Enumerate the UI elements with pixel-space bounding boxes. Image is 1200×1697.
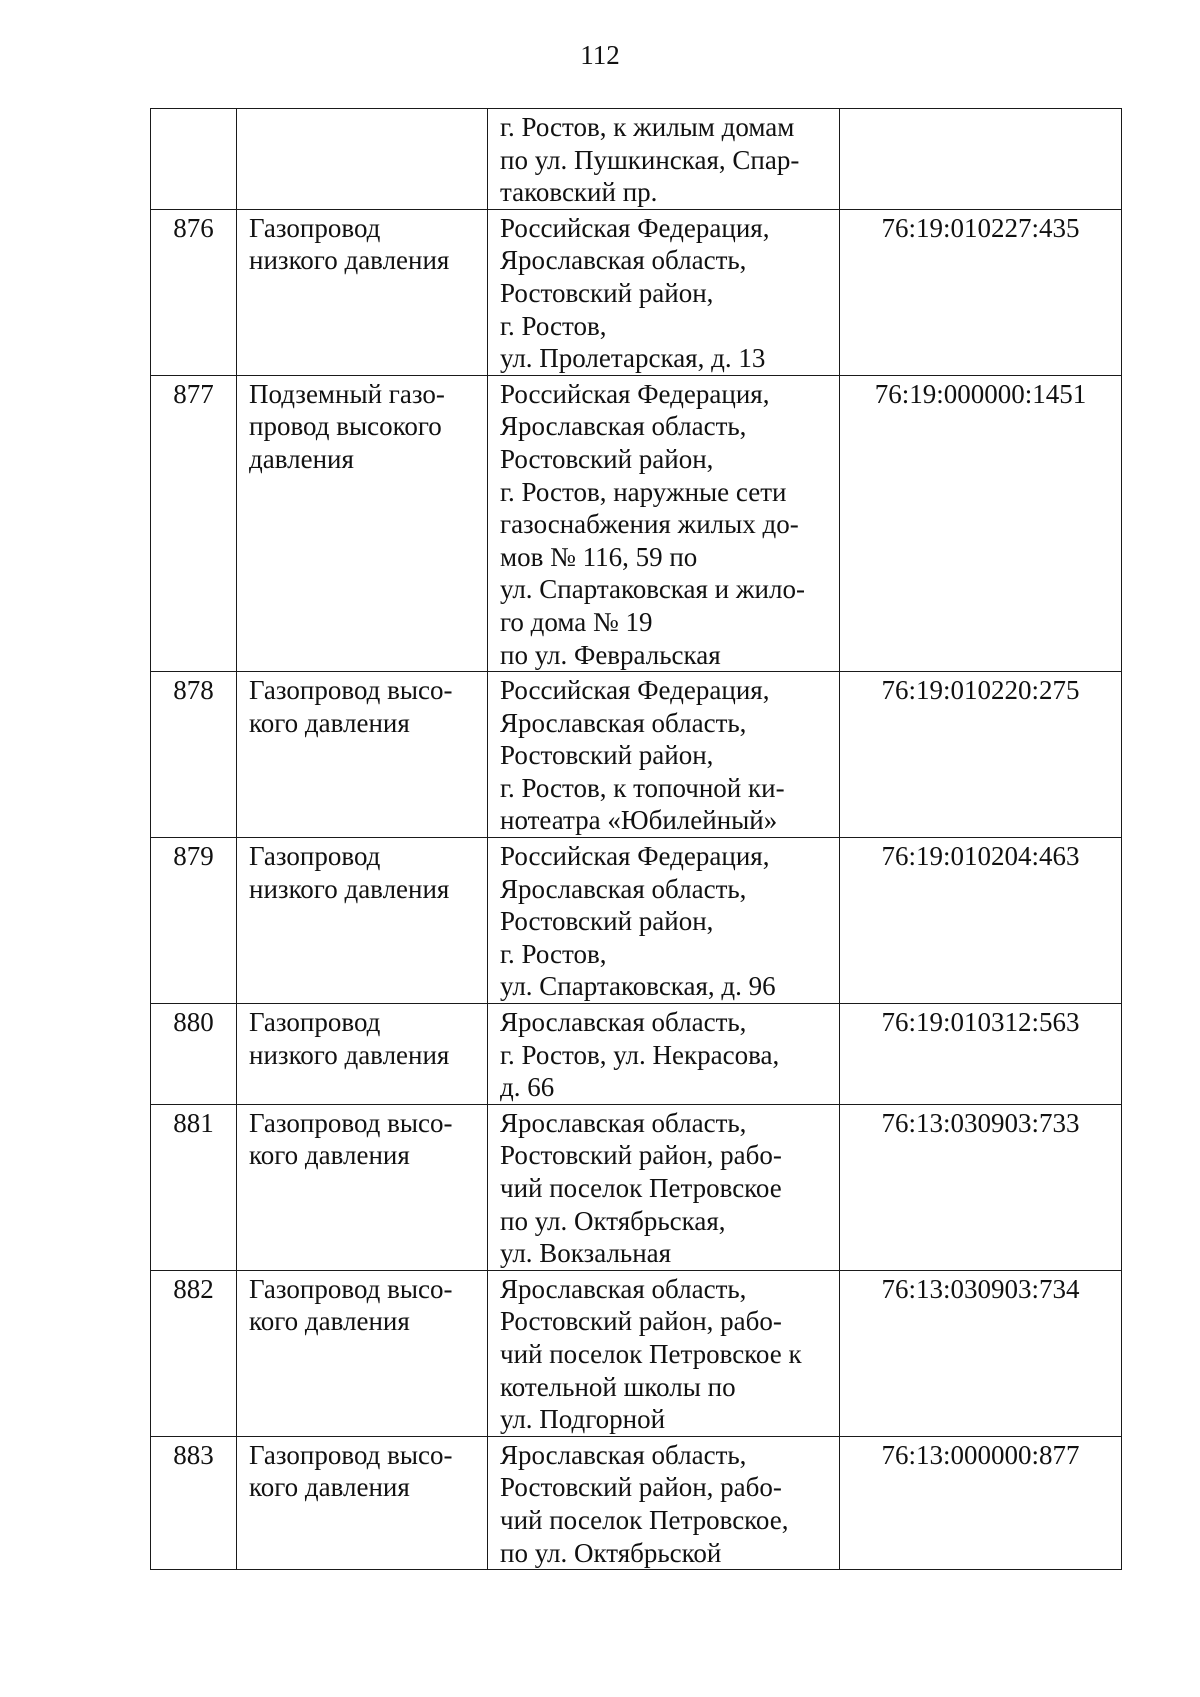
address-line: Ярославская область, (500, 1273, 747, 1304)
object-name-cell (237, 672, 488, 838)
object-name-line: Газопровод высо- (249, 675, 453, 706)
address-line: газоснабжения жилых до- (500, 509, 799, 540)
address-line: по ул. Октябрьской (500, 1537, 722, 1568)
row-number-cell: 883 (151, 1436, 237, 1569)
row-number-cell: 881 (151, 1104, 237, 1270)
address-line: г. Ростов, (500, 938, 607, 969)
registry-table (150, 108, 1122, 1570)
table-row (151, 375, 1122, 671)
address-line: Ярославская область, (500, 245, 747, 276)
address-line: ул. Спартаковская и жило- (500, 574, 805, 605)
object-name-line: Газопровод высо- (249, 1439, 453, 1470)
object-name-line: кого давления (249, 707, 410, 738)
address-line: ул. Подгорной (500, 1404, 666, 1435)
object-name-cell (237, 1004, 488, 1105)
table-row (151, 109, 1122, 210)
address-line: Российская Федерация, (500, 841, 770, 872)
address-line: нотеатра «Юбилейный» (500, 805, 778, 836)
address-cell (488, 209, 840, 375)
address-line: таковский пр. (500, 177, 658, 208)
address-line: по ул. Октябрьская, (500, 1205, 726, 1236)
cadastral-number-cell: 76:19:000000:1451 (840, 375, 1122, 671)
table-row (151, 209, 1122, 375)
registry-table-body (151, 109, 1122, 1570)
address-line: Российская Федерация, (500, 212, 770, 243)
object-name-line: Газопровод (249, 1007, 381, 1038)
table-row (151, 1270, 1122, 1436)
address-line: Ярославская область, (500, 1107, 747, 1138)
object-name-cell (237, 209, 488, 375)
address-line: Ростовский район, рабо- (500, 1472, 782, 1503)
object-name-line: Газопровод (249, 841, 381, 872)
address-line: г. Ростов, к топочной ки- (500, 772, 785, 803)
address-cell (488, 1104, 840, 1270)
object-name-line: низкого давления (249, 873, 450, 904)
cadastral-number-cell: 76:19:010312:563 (840, 1004, 1122, 1105)
object-name-line: низкого давления (249, 1039, 450, 1070)
object-name-cell (237, 1104, 488, 1270)
object-name-cell (237, 1270, 488, 1436)
table-row (151, 1004, 1122, 1105)
address-line: Ростовский район, (500, 277, 714, 308)
object-name-line: Газопровод высо- (249, 1107, 453, 1138)
address-line: г. Ростов, ул. Некрасова, (500, 1039, 780, 1070)
cadastral-number-cell: 76:13:000000:877 (840, 1436, 1122, 1569)
object-name-line: Газопровод высо- (249, 1273, 453, 1304)
address-line: го дома № 19 (500, 606, 653, 637)
object-name-line: Подземный газо- (249, 378, 445, 409)
address-cell (488, 1004, 840, 1105)
address-line: ул. Вокзальная (500, 1238, 672, 1269)
address-line: Ярославская область, (500, 411, 747, 442)
address-line: по ул. Февральская (500, 639, 721, 670)
address-line: Ростовский район, (500, 443, 714, 474)
table-row (151, 1104, 1122, 1270)
row-number-cell: 880 (151, 1004, 237, 1105)
address-line: котельной школы по (500, 1371, 736, 1402)
address-line: по ул. Пушкинская, Спар- (500, 144, 800, 175)
row-number-cell (151, 109, 237, 210)
address-cell (488, 838, 840, 1004)
object-name-line: провод высокого (249, 411, 442, 442)
address-line: чий поселок Петровское к (500, 1338, 802, 1369)
address-cell (488, 375, 840, 671)
cadastral-number-cell: 76:13:030903:734 (840, 1270, 1122, 1436)
row-number-cell: 882 (151, 1270, 237, 1436)
address-line: Ярославская область, (500, 1007, 747, 1038)
table-row (151, 838, 1122, 1004)
cadastral-number-cell: 76:13:030903:733 (840, 1104, 1122, 1270)
address-line: д. 66 (500, 1072, 555, 1103)
address-line: чий поселок Петровское (500, 1173, 782, 1203)
address-line: ул. Пролетарская, д. 13 (500, 343, 766, 374)
object-name-line: низкого давления (249, 245, 450, 276)
table-row (151, 1436, 1122, 1569)
address-line: Ярославская область, (500, 873, 747, 904)
address-cell (488, 109, 840, 210)
object-name-line: давления (249, 443, 354, 474)
address-line: Ярославская область, (500, 1439, 747, 1470)
cadastral-number-cell (840, 109, 1122, 210)
address-line: Ростовский район, рабо- (500, 1306, 782, 1337)
object-name-cell (237, 1436, 488, 1569)
row-number-cell: 877 (151, 375, 237, 671)
address-line: Российская Федерация, (500, 675, 770, 706)
cadastral-number-cell: 76:19:010220:275 (840, 672, 1122, 838)
address-cell (488, 1270, 840, 1436)
object-name-cell (237, 109, 488, 210)
object-name-line: кого давления (249, 1306, 410, 1337)
object-name-line: кого давления (249, 1140, 410, 1171)
address-line: ул. Спартаковская, д. 96 (500, 971, 776, 1002)
object-name-line: кого давления (249, 1472, 410, 1503)
table-row (151, 672, 1122, 838)
cadastral-number-cell: 76:19:010204:463 (840, 838, 1122, 1004)
row-number-cell: 878 (151, 672, 237, 838)
address-line: Ярославская область, (500, 707, 747, 738)
page-number: 112 (580, 40, 620, 70)
address-line: г. Ростов, (500, 310, 607, 341)
object-name-cell (237, 838, 488, 1004)
row-number-cell: 876 (151, 209, 237, 375)
address-line: мов № 116, 59 по (500, 541, 698, 572)
cadastral-number-cell: 76:19:010227:435 (840, 209, 1122, 375)
address-line: Ростовский район, (500, 740, 714, 771)
address-line: Ростовский район, рабо- (500, 1140, 782, 1171)
address-line: Ростовский район, (500, 906, 714, 937)
address-line: Российская Федерация, (500, 378, 770, 409)
address-line: г. Ростов, к жилым домам (500, 112, 795, 142)
row-number-cell: 879 (151, 838, 237, 1004)
address-line: г. Ростов, наружные сети (500, 476, 787, 507)
address-cell (488, 672, 840, 838)
address-cell (488, 1436, 840, 1569)
address-line: чий поселок Петровское, (500, 1504, 789, 1535)
object-name-cell (237, 375, 488, 671)
object-name-line: Газопровод (249, 212, 381, 243)
